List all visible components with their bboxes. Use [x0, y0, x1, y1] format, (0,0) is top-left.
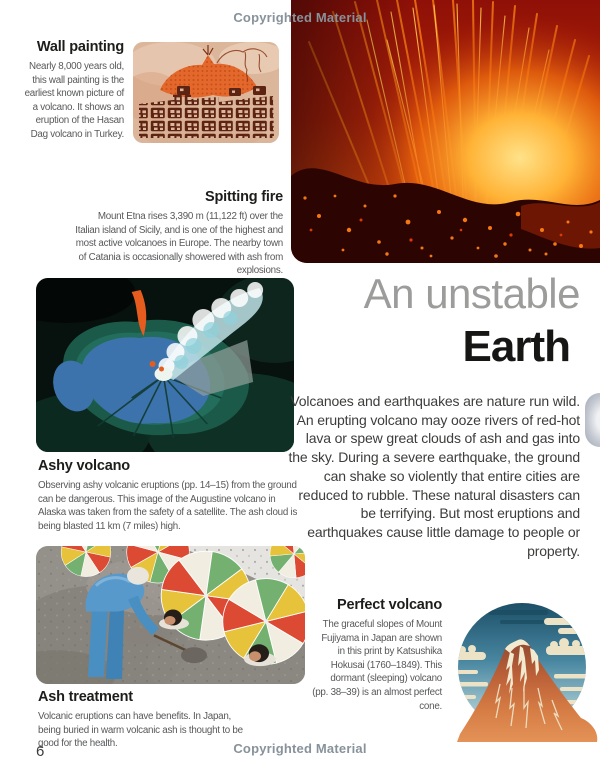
wall-painting-image: [133, 42, 279, 143]
perfect-volcano-heading: Perfect volcano: [337, 597, 442, 613]
red-fuji-illustration: [452, 596, 600, 744]
section-perfect-volcano: [312, 596, 442, 713]
section-wall-painting: [20, 38, 124, 142]
page-title-line2: Earth: [462, 322, 570, 371]
ash-treatment-caption: Volcanic eruptions can have benefits. In Japan, being buried in warm volcanic ash is thought to be good for the health.: [38, 711, 243, 750]
eruption-illustration: [291, 0, 600, 263]
spitting-fire-heading: Spitting fire: [205, 189, 283, 205]
wall-painting-heading: Wall painting: [36, 39, 124, 55]
page-title: [160, 272, 580, 371]
section-spitting-fire: [73, 188, 283, 278]
ashy-volcano-caption: Observing ashy volcanic eruptions (pp. 14–15) from the ground can be dangerous. This image of the Augustine volcano in Alaska was taken from the safety of a satellite. The ash cloud is being blasted 11 km (7 miles) high.: [38, 480, 298, 532]
wall-painting-illustration: [133, 42, 279, 143]
copyright-banner-top: Copyrighted Material: [233, 10, 367, 25]
page-title-line1: An unstable: [363, 270, 580, 317]
page-number: 6: [36, 743, 45, 760]
perfect-volcano-caption: The graceful slopes of Mount Fujiyama in Japan are shown in this print by Katsushika Hokusai (1760–1849). This dormant (sleeping) volcano (pp. 38–39) is an almost perfect cone.: [312, 619, 442, 712]
ash-treatment-heading: Ash treatment: [38, 689, 133, 705]
spitting-fire-eruption-photo: [291, 0, 600, 263]
ash-bath-illustration: [36, 546, 305, 684]
fuji-print-image: [452, 596, 600, 744]
intro-paragraph: Volcanoes and earthquakes are nature run wild. An erupting volcano may ooze rivers of red-hot lava or spew great clouds of ash and gas into the sky. During a severe earthquake, the ground can shake so violently that entire cities are reduced to rubble. These natural disasters can be terrifying. But most eruptions and earthquakes cause little damage to people or property.: [288, 393, 580, 559]
section-ashy-volcano: [38, 457, 298, 533]
page-edge-photo-sliver: [585, 393, 600, 447]
ash-treatment-image: [36, 546, 305, 684]
wall-painting-caption: Nearly 8,000 years old, this wall painting is the earliest known picture of a volcano. It shows an eruption of the Hasan Dag volcano in Turkey.: [24, 61, 124, 140]
ashy-volcano-heading: Ashy volcano: [38, 458, 130, 474]
copyright-banner-bottom: Copyrighted Material: [233, 741, 367, 756]
spitting-fire-caption: Mount Etna rises 3,390 m (11,122 ft) over the Italian island of Sicily, and is one of the highest and most active volcanoes in Europe. The nearby town of Catania is occasionally showered with ash from explosions.: [75, 211, 283, 277]
